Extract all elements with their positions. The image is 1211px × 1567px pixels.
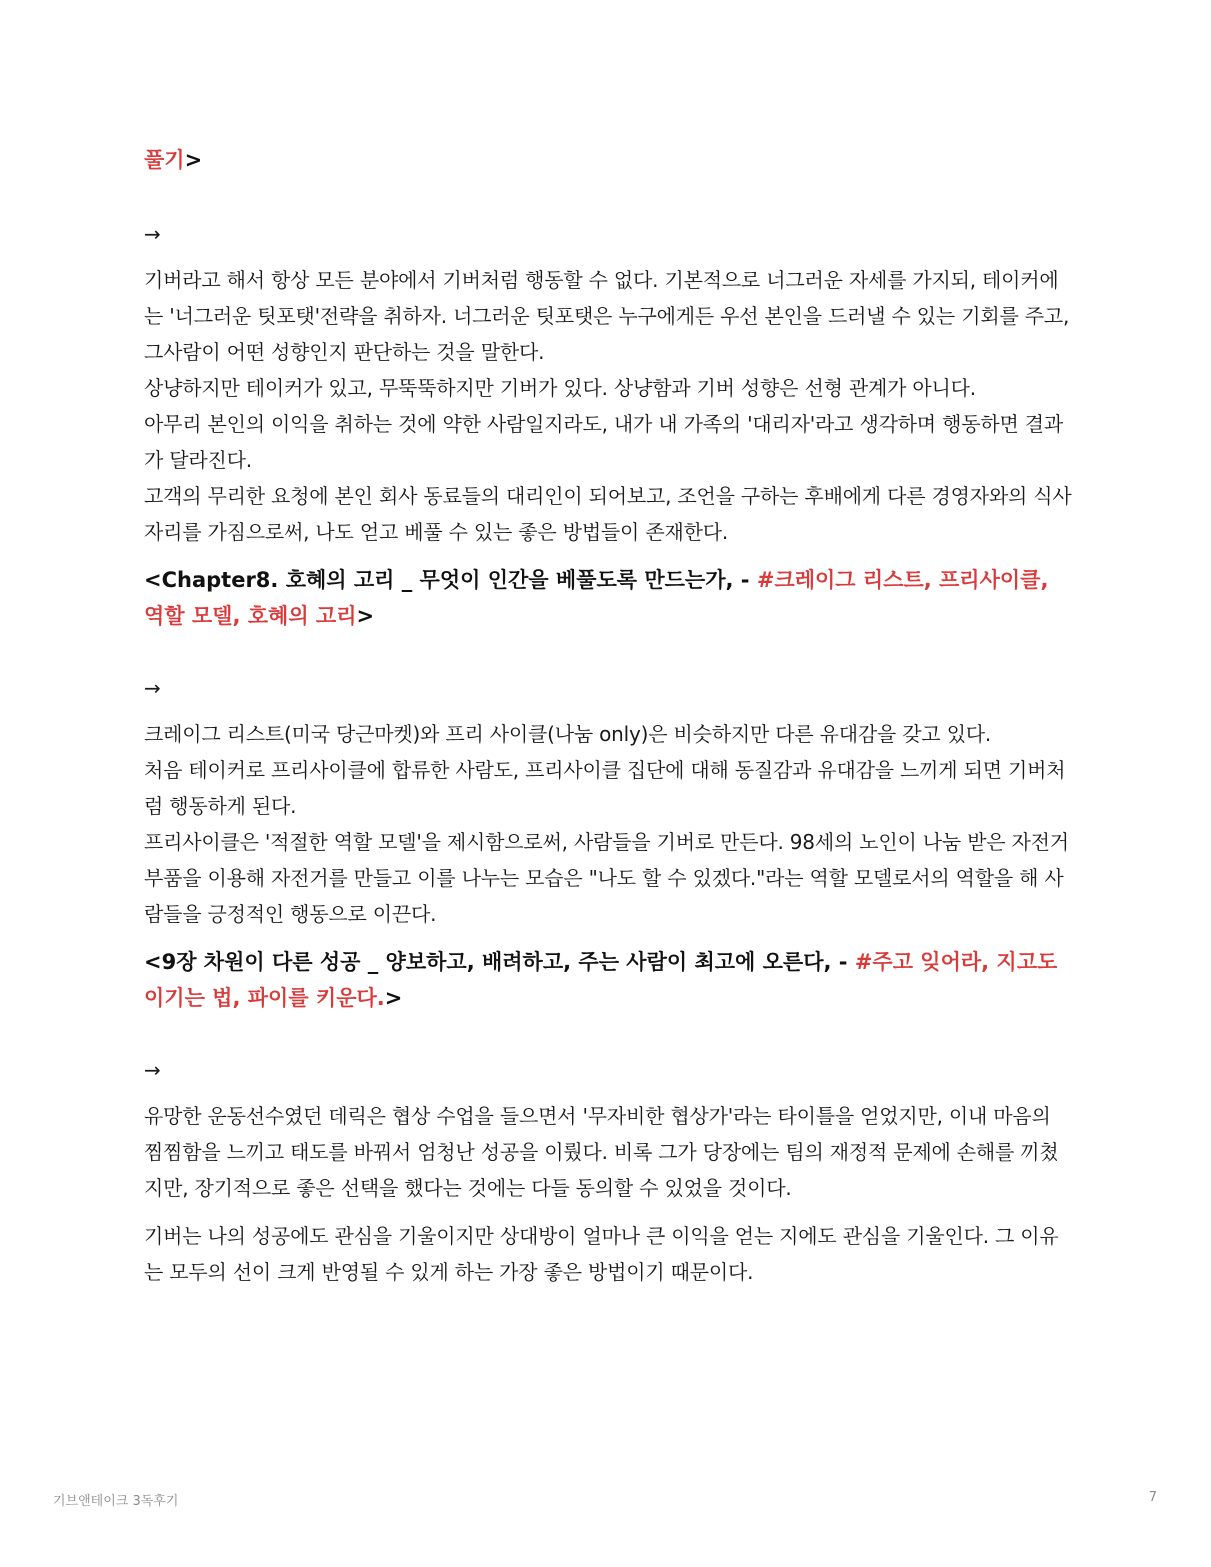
section-body-3 — [144, 1098, 1074, 1290]
paragraph: 처음 테이커로 프리사이클에 합류한 사람도, 프리사이클 집단에 대해 동질감과 유대감을 느끼게 되면 기버처럼 행동하게 된다. — [144, 758, 1066, 818]
paragraph: 유망한 운동선수였던 데릭은 협상 수업을 들으면서 '무자비한 협상가'라는 타이틀을 얻었지만, 이내 마음의 찜찜함을 느끼고 태도를 바꿔서 엄청난 성공을 이뤘다. 비록 그가 당장에는 팀의 재정적 문제에 손해를 끼쳤지만, 장기적으로 좋은 선택을 했다는 것에는 다들 동의할 수 있었을 것이다. — [144, 1104, 1059, 1200]
heading-close-bracket: > — [356, 604, 375, 628]
paragraph: 기버는 나의 성공에도 관심을 기울이지만 상대방이 얼마나 큰 이익을 얻는 지에도 관심을 기울인다. 그 이유는 모두의 선이 크게 반영될 수 있게 하는 가장 좋은 방법이기 때문이다. — [144, 1224, 1059, 1284]
footer-page-number: 7 — [1148, 1490, 1157, 1505]
heading-tags: #크레이그 리스트, 프리사이클, 역할 모델, 호혜의 고리 — [144, 568, 1049, 628]
section-body-1 — [144, 262, 1074, 550]
section-body-2 — [144, 716, 1074, 932]
heading-close-bracket: > — [184, 148, 203, 172]
heading-close-bracket: > — [384, 986, 403, 1010]
arrow-marker: → — [144, 1058, 161, 1082]
heading-chapter-title: <9장 차원이 다른 성공 _ 양보하고, 배려하고, 주는 사람이 최고에 오른다, - — [144, 950, 855, 974]
heading-tag-text: 풀기 — [144, 148, 185, 172]
paragraph: 고객의 무리한 요청에 본인 회사 동료들의 대리인이 되어보고, 조언을 구하는 후배에게 다른 경영자와의 식사 자리를 가짐으로써, 나도 얻고 베풀 수 있는 좋은 방법들이 존재한다. — [144, 484, 1072, 544]
heading-chapter-title: <Chapter8. 호혜의 고리 _ 무엇이 인간을 베풀도록 만드는가, - — [144, 568, 757, 592]
arrow-marker: → — [144, 222, 161, 246]
paragraph: 기버라고 해서 항상 모든 분야에서 기버처럼 행동할 수 없다. 기본적으로 너그러운 자세를 가지되, 테이커에는 '너그러운 팃포탯'전략을 취하자. 너그러운 팃포탯은 누구에게든 우선 본인을 드러낼 수 있는 기회를 주고, 그사람이 어떤 성향인지 판단하는 것을 말한다. — [144, 268, 1070, 364]
footer-document-title: 기브앤테이크 3독후기 — [53, 1494, 179, 1509]
paragraph: 상냥하지만 테이커가 있고, 무뚝뚝하지만 기버가 있다. 상냥함과 기버 성향은 선형 관계가 아니다. — [144, 376, 976, 400]
paragraph: 크레이그 리스트(미국 당근마켓)와 프리 사이클(나눔 only)은 비슷하지만 다른 유대감을 갖고 있다. — [144, 722, 992, 746]
page-content — [144, 140, 1074, 1290]
arrow-marker: → — [144, 676, 161, 700]
section-heading-3 — [144, 944, 1074, 1016]
paragraph: 아무리 본인의 이익을 취하는 것에 약한 사람일지라도, 내가 내 가족의 '대리자'라고 생각하며 행동하면 결과가 달라진다. — [144, 412, 1063, 472]
section-heading-2 — [144, 562, 1074, 634]
paragraph: 프리사이클은 '적절한 역할 모델'을 제시함으로써, 사람들을 기버로 만든다. 98세의 노인이 나눔 받은 자전거 부품을 이용해 자전거를 만들고 이를 나누는 모습은 "나도 할 수 있겠다."라는 역할 모델로서의 역할을 해 사람들을 긍정적인 행동으로 이끈다. — [144, 830, 1069, 926]
section-heading-1 — [144, 142, 1074, 178]
heading-tags: #주고 잊어라, 지고도 이기는 법, 파이를 키운다. — [144, 950, 1058, 1010]
